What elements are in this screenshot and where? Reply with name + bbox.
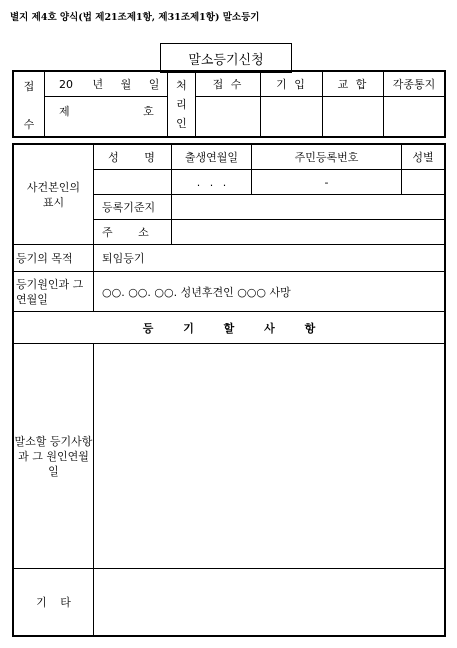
- reception-table: [13, 71, 445, 137]
- registration-matters-header: 등 기 할 사 항: [14, 312, 445, 344]
- address-label: 주 소: [94, 220, 172, 245]
- reception-stamp-field[interactable]: [196, 97, 261, 137]
- purpose-field[interactable]: 퇴임등기: [94, 245, 445, 272]
- gender-header: 성별: [402, 145, 445, 170]
- processing-label: 처리인: [168, 72, 196, 137]
- column-entry: 기 입: [261, 72, 323, 97]
- rrn-field[interactable]: -: [252, 170, 402, 195]
- name-field[interactable]: [94, 170, 172, 195]
- column-notice: 각종통지: [384, 72, 445, 97]
- form-header: 별지 제4호 양식(법 제21조제1항, 제31조제1항) 말소등기: [10, 12, 260, 23]
- name-header: 성 명: [94, 145, 172, 170]
- column-check: 교 합: [323, 72, 384, 97]
- address-field[interactable]: [172, 220, 445, 245]
- registry-label: 등록기준지: [94, 195, 172, 220]
- cause-field[interactable]: ○○. ○○. ○○. 성년후견인 ○○○ 사망: [94, 272, 445, 312]
- cancel-field[interactable]: [94, 344, 445, 569]
- column-reception: 접 수: [196, 72, 261, 97]
- other-label: 기 타: [14, 569, 94, 636]
- cause-label: 등기원인과 그 연월일: [14, 272, 94, 312]
- cancel-label: 말소할 등기사항과 그 원인연월일: [14, 344, 94, 569]
- reception-label: 접 수: [14, 72, 45, 137]
- notice-stamp-field[interactable]: [384, 97, 445, 137]
- registry-field[interactable]: [172, 195, 445, 220]
- purpose-label: 등기의 목적: [14, 245, 94, 272]
- birth-header: 출생연월일: [172, 145, 252, 170]
- reception-date[interactable]: 20 년 월 일: [45, 72, 168, 97]
- subject-section-label: 사건본인의 표시: [14, 145, 94, 245]
- other-field[interactable]: [94, 569, 445, 636]
- main-form-table: [13, 144, 445, 636]
- entry-stamp-field[interactable]: [261, 97, 323, 137]
- check-stamp-field[interactable]: [323, 97, 384, 137]
- reception-number[interactable]: 제 호: [45, 97, 168, 137]
- gender-field[interactable]: [402, 170, 445, 195]
- form-title: 말소등기신청: [160, 43, 292, 73]
- rrn-header: 주민등록번호: [252, 145, 402, 170]
- birth-field[interactable]: . . .: [172, 170, 252, 195]
